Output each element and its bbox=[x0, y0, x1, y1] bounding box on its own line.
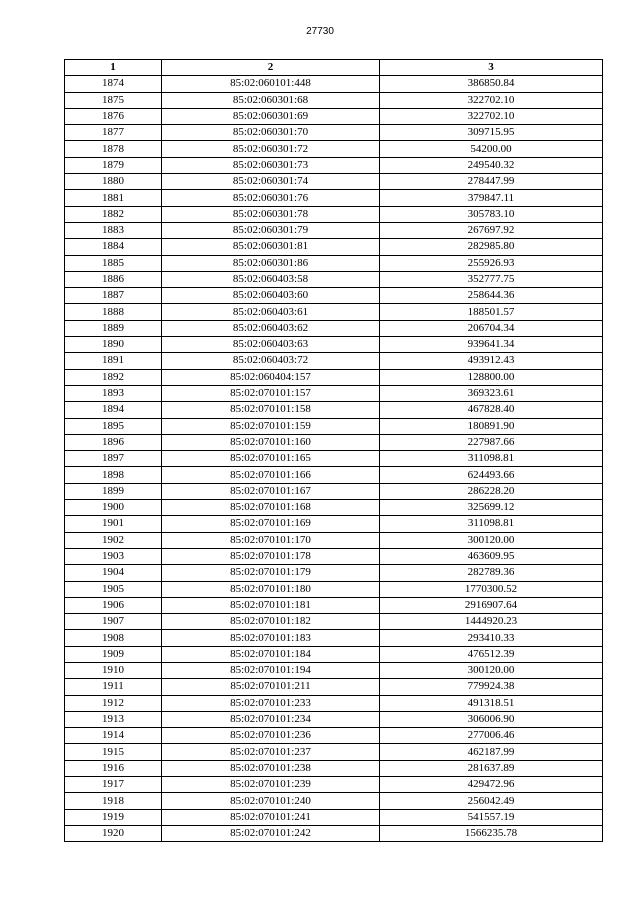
row-number-cell: 1874 bbox=[65, 76, 162, 92]
table-row bbox=[65, 239, 603, 255]
row-number-cell: 1905 bbox=[65, 581, 162, 597]
cadastral-number-cell: 85:02:070101:233 bbox=[162, 695, 380, 711]
cadastral-number-cell: 85:02:070101:157 bbox=[162, 385, 380, 401]
row-number-cell: 1881 bbox=[65, 190, 162, 206]
row-number-cell: 1880 bbox=[65, 174, 162, 190]
cadastral-number-cell: 85:02:070101:158 bbox=[162, 402, 380, 418]
value-cell: 379847.11 bbox=[380, 190, 603, 206]
value-cell: 281637.89 bbox=[380, 760, 603, 776]
table-row bbox=[65, 565, 603, 581]
table-body bbox=[65, 76, 603, 842]
table-row bbox=[65, 451, 603, 467]
table-row bbox=[65, 581, 603, 597]
cadastral-number-cell: 85:02:070101:170 bbox=[162, 532, 380, 548]
value-cell: 206704.34 bbox=[380, 320, 603, 336]
row-number-cell: 1904 bbox=[65, 565, 162, 581]
cadastral-number-cell: 85:02:070101:184 bbox=[162, 646, 380, 662]
cadastral-number-cell: 85:02:070101:181 bbox=[162, 597, 380, 613]
row-number-cell: 1908 bbox=[65, 630, 162, 646]
row-number-cell: 1913 bbox=[65, 711, 162, 727]
table-row bbox=[65, 353, 603, 369]
row-number-cell: 1883 bbox=[65, 222, 162, 238]
table-row bbox=[65, 108, 603, 124]
row-number-cell: 1899 bbox=[65, 483, 162, 499]
value-cell: 429472.96 bbox=[380, 777, 603, 793]
row-number-cell: 1917 bbox=[65, 777, 162, 793]
cadastral-number-cell: 85:02:060301:86 bbox=[162, 255, 380, 271]
value-cell: 227987.66 bbox=[380, 434, 603, 450]
cadastral-number-cell: 85:02:060301:72 bbox=[162, 141, 380, 157]
value-cell: 1444920.23 bbox=[380, 614, 603, 630]
row-number-cell: 1877 bbox=[65, 125, 162, 141]
row-number-cell: 1916 bbox=[65, 760, 162, 776]
value-cell: 322702.10 bbox=[380, 92, 603, 108]
row-number-cell: 1901 bbox=[65, 516, 162, 532]
cadastral-number-cell: 85:02:070101:160 bbox=[162, 434, 380, 450]
row-number-cell: 1885 bbox=[65, 255, 162, 271]
value-cell: 249540.32 bbox=[380, 157, 603, 173]
row-number-cell: 1887 bbox=[65, 288, 162, 304]
row-number-cell: 1879 bbox=[65, 157, 162, 173]
table-row bbox=[65, 695, 603, 711]
value-cell: 1566235.78 bbox=[380, 825, 603, 841]
table-row bbox=[65, 467, 603, 483]
cadastral-number-cell: 85:02:070101:182 bbox=[162, 614, 380, 630]
cadastral-number-cell: 85:02:060403:63 bbox=[162, 337, 380, 353]
row-number-cell: 1878 bbox=[65, 141, 162, 157]
cadastral-number-cell: 85:02:060301:78 bbox=[162, 206, 380, 222]
value-cell: 282985.80 bbox=[380, 239, 603, 255]
row-number-cell: 1906 bbox=[65, 597, 162, 613]
row-number-cell: 1910 bbox=[65, 662, 162, 678]
table-row bbox=[65, 271, 603, 287]
table-row bbox=[65, 614, 603, 630]
column-header-3: 3 bbox=[380, 60, 603, 76]
cadastral-number-cell: 85:02:070101:167 bbox=[162, 483, 380, 499]
value-cell: 369323.61 bbox=[380, 385, 603, 401]
cadastral-number-cell: 85:02:070101:240 bbox=[162, 793, 380, 809]
column-header-2: 2 bbox=[162, 60, 380, 76]
cadastral-number-cell: 85:02:070101:168 bbox=[162, 500, 380, 516]
value-cell: 309715.95 bbox=[380, 125, 603, 141]
value-cell: 779924.38 bbox=[380, 679, 603, 695]
table-row bbox=[65, 679, 603, 695]
value-cell: 476512.39 bbox=[380, 646, 603, 662]
table-row bbox=[65, 662, 603, 678]
row-number-cell: 1898 bbox=[65, 467, 162, 483]
cadastral-number-cell: 85:02:060403:61 bbox=[162, 304, 380, 320]
cadastral-number-cell: 85:02:070101:178 bbox=[162, 548, 380, 564]
value-cell: 306006.90 bbox=[380, 711, 603, 727]
value-cell: 311098.81 bbox=[380, 516, 603, 532]
table-row bbox=[65, 744, 603, 760]
table-row bbox=[65, 174, 603, 190]
value-cell: 467828.40 bbox=[380, 402, 603, 418]
value-cell: 293410.33 bbox=[380, 630, 603, 646]
table-row bbox=[65, 711, 603, 727]
value-cell: 300120.00 bbox=[380, 532, 603, 548]
value-cell: 256042.49 bbox=[380, 793, 603, 809]
table-row bbox=[65, 125, 603, 141]
table-row bbox=[65, 92, 603, 108]
row-number-cell: 1894 bbox=[65, 402, 162, 418]
table-row bbox=[65, 646, 603, 662]
row-number-cell: 1920 bbox=[65, 825, 162, 841]
cadastral-number-cell: 85:02:060403:58 bbox=[162, 271, 380, 287]
page-number: 27730 bbox=[306, 26, 334, 37]
table-row bbox=[65, 402, 603, 418]
table-row bbox=[65, 288, 603, 304]
value-cell: 325699.12 bbox=[380, 500, 603, 516]
value-cell: 2916907.64 bbox=[380, 597, 603, 613]
value-cell: 278447.99 bbox=[380, 174, 603, 190]
row-number-cell: 1918 bbox=[65, 793, 162, 809]
table-row bbox=[65, 597, 603, 613]
cadastral-number-cell: 85:02:070101:180 bbox=[162, 581, 380, 597]
row-number-cell: 1897 bbox=[65, 451, 162, 467]
row-number-cell: 1891 bbox=[65, 353, 162, 369]
value-cell: 300120.00 bbox=[380, 662, 603, 678]
cadastral-number-cell: 85:02:060301:81 bbox=[162, 239, 380, 255]
row-number-cell: 1895 bbox=[65, 418, 162, 434]
table-header-row bbox=[65, 60, 603, 76]
table-row bbox=[65, 483, 603, 499]
value-cell: 128800.00 bbox=[380, 369, 603, 385]
value-cell: 386850.84 bbox=[380, 76, 603, 92]
row-number-cell: 1902 bbox=[65, 532, 162, 548]
value-cell: 180891.90 bbox=[380, 418, 603, 434]
value-cell: 267697.92 bbox=[380, 222, 603, 238]
value-cell: 939641.34 bbox=[380, 337, 603, 353]
table-row bbox=[65, 500, 603, 516]
cadastral-number-cell: 85:02:070101:234 bbox=[162, 711, 380, 727]
table-row bbox=[65, 434, 603, 450]
row-number-cell: 1876 bbox=[65, 108, 162, 124]
cadastral-number-cell: 85:02:070101:241 bbox=[162, 809, 380, 825]
row-number-cell: 1886 bbox=[65, 271, 162, 287]
cadastral-number-cell: 85:02:060301:70 bbox=[162, 125, 380, 141]
cadastral-number-cell: 85:02:060301:79 bbox=[162, 222, 380, 238]
cadastral-number-cell: 85:02:060403:72 bbox=[162, 353, 380, 369]
table-row bbox=[65, 385, 603, 401]
table-row bbox=[65, 222, 603, 238]
cadastral-number-cell: 85:02:060301:68 bbox=[162, 92, 380, 108]
cadastral-number-cell: 85:02:070101:242 bbox=[162, 825, 380, 841]
table-row bbox=[65, 304, 603, 320]
row-number-cell: 1914 bbox=[65, 728, 162, 744]
cadastral-number-cell: 85:02:070101:165 bbox=[162, 451, 380, 467]
value-cell: 277006.46 bbox=[380, 728, 603, 744]
column-header-1: 1 bbox=[65, 60, 162, 76]
row-number-cell: 1882 bbox=[65, 206, 162, 222]
row-number-cell: 1890 bbox=[65, 337, 162, 353]
cadastral-number-cell: 85:02:070101:166 bbox=[162, 467, 380, 483]
cadastral-number-cell: 85:02:070101:194 bbox=[162, 662, 380, 678]
table-row bbox=[65, 630, 603, 646]
value-cell: 541557.19 bbox=[380, 809, 603, 825]
row-number-cell: 1909 bbox=[65, 646, 162, 662]
row-number-cell: 1892 bbox=[65, 369, 162, 385]
cadastral-number-cell: 85:02:070101:183 bbox=[162, 630, 380, 646]
value-cell: 1770300.52 bbox=[380, 581, 603, 597]
table-row bbox=[65, 369, 603, 385]
cadastral-number-cell: 85:02:070101:211 bbox=[162, 679, 380, 695]
table-row bbox=[65, 206, 603, 222]
table-row bbox=[65, 418, 603, 434]
table-row bbox=[65, 141, 603, 157]
cadastral-number-cell: 85:02:060301:69 bbox=[162, 108, 380, 124]
table-row bbox=[65, 157, 603, 173]
value-cell: 282789.36 bbox=[380, 565, 603, 581]
cadastral-number-cell: 85:02:070101:238 bbox=[162, 760, 380, 776]
value-cell: 463609.95 bbox=[380, 548, 603, 564]
cadastral-number-cell: 85:02:070101:169 bbox=[162, 516, 380, 532]
table-row bbox=[65, 728, 603, 744]
value-cell: 188501.57 bbox=[380, 304, 603, 320]
cadastral-number-cell: 85:02:060301:76 bbox=[162, 190, 380, 206]
value-cell: 255926.93 bbox=[380, 255, 603, 271]
row-number-cell: 1875 bbox=[65, 92, 162, 108]
value-cell: 286228.20 bbox=[380, 483, 603, 499]
table-row bbox=[65, 760, 603, 776]
table-row bbox=[65, 793, 603, 809]
value-cell: 54200.00 bbox=[380, 141, 603, 157]
cadastral-number-cell: 85:02:070101:236 bbox=[162, 728, 380, 744]
row-number-cell: 1888 bbox=[65, 304, 162, 320]
cadastral-number-cell: 85:02:060301:73 bbox=[162, 157, 380, 173]
cadastral-number-cell: 85:02:060301:74 bbox=[162, 174, 380, 190]
value-cell: 624493.66 bbox=[380, 467, 603, 483]
cadastral-number-cell: 85:02:060101:448 bbox=[162, 76, 380, 92]
cadastral-number-cell: 85:02:060403:60 bbox=[162, 288, 380, 304]
value-cell: 311098.81 bbox=[380, 451, 603, 467]
value-cell: 258644.36 bbox=[380, 288, 603, 304]
row-number-cell: 1900 bbox=[65, 500, 162, 516]
cadastral-number-cell: 85:02:070101:179 bbox=[162, 565, 380, 581]
row-number-cell: 1911 bbox=[65, 679, 162, 695]
cadastral-number-cell: 85:02:060403:62 bbox=[162, 320, 380, 336]
table-row bbox=[65, 548, 603, 564]
table-row bbox=[65, 190, 603, 206]
row-number-cell: 1903 bbox=[65, 548, 162, 564]
row-number-cell: 1912 bbox=[65, 695, 162, 711]
table-row bbox=[65, 76, 603, 92]
row-number-cell: 1889 bbox=[65, 320, 162, 336]
row-number-cell: 1893 bbox=[65, 385, 162, 401]
table-row bbox=[65, 516, 603, 532]
row-number-cell: 1919 bbox=[65, 809, 162, 825]
table-row bbox=[65, 255, 603, 271]
row-number-cell: 1884 bbox=[65, 239, 162, 255]
value-cell: 305783.10 bbox=[380, 206, 603, 222]
value-cell: 493912.43 bbox=[380, 353, 603, 369]
table-row bbox=[65, 320, 603, 336]
table-row bbox=[65, 825, 603, 841]
cadastral-number-cell: 85:02:070101:159 bbox=[162, 418, 380, 434]
row-number-cell: 1896 bbox=[65, 434, 162, 450]
table-row bbox=[65, 337, 603, 353]
value-cell: 491318.51 bbox=[380, 695, 603, 711]
cadastral-number-cell: 85:02:060404:157 bbox=[162, 369, 380, 385]
value-cell: 462187.99 bbox=[380, 744, 603, 760]
row-number-cell: 1907 bbox=[65, 614, 162, 630]
table-row bbox=[65, 532, 603, 548]
value-cell: 322702.10 bbox=[380, 108, 603, 124]
table-row bbox=[65, 809, 603, 825]
value-cell: 352777.75 bbox=[380, 271, 603, 287]
cadastral-number-cell: 85:02:070101:239 bbox=[162, 777, 380, 793]
cadastral-number-cell: 85:02:070101:237 bbox=[162, 744, 380, 760]
table-row bbox=[65, 777, 603, 793]
data-table bbox=[64, 59, 603, 842]
row-number-cell: 1915 bbox=[65, 744, 162, 760]
